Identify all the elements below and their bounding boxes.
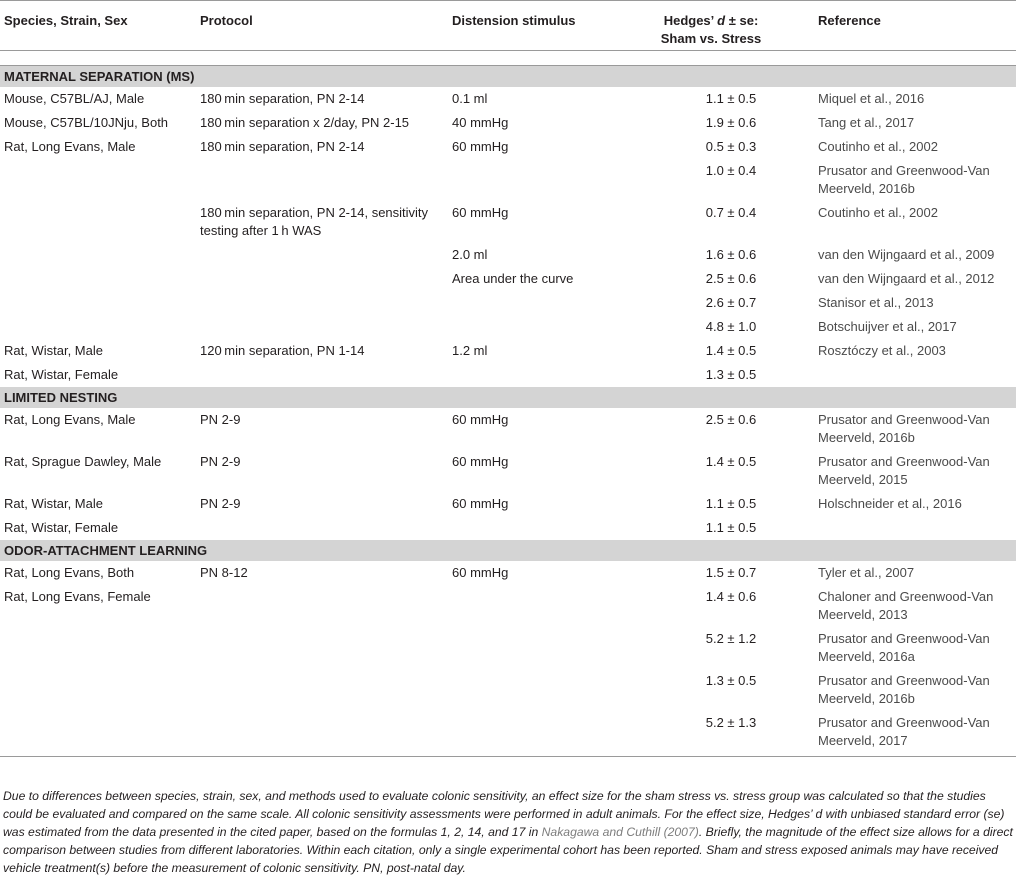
effect-size-cell: 0.5 ± 0.3 bbox=[705, 139, 757, 154]
protocol-cell bbox=[196, 243, 448, 267]
table-row bbox=[0, 267, 1016, 291]
stimulus-cell: 60 mmHg bbox=[452, 454, 509, 469]
species-cell bbox=[0, 159, 196, 201]
table-row bbox=[0, 135, 1016, 159]
effect-size-cell: 1.4 ± 0.6 bbox=[705, 589, 757, 604]
stimulus-cell bbox=[448, 159, 608, 201]
header-reference: Reference bbox=[818, 13, 881, 28]
effect-size-cell: 1.5 ± 0.7 bbox=[705, 565, 757, 580]
header-spacer bbox=[0, 51, 1016, 66]
effect-size-cell: 1.1 ± 0.5 bbox=[705, 91, 757, 106]
header-stimulus: Distension stimulus bbox=[452, 13, 576, 28]
table-row bbox=[0, 561, 1016, 585]
species-cell: Rat, Wistar, Male bbox=[4, 496, 103, 511]
stimulus-cell: 60 mmHg bbox=[452, 205, 509, 220]
species-cell: Rat, Wistar, Male bbox=[4, 343, 103, 358]
protocol-cell: PN 2-9 bbox=[200, 496, 241, 511]
protocol-cell bbox=[196, 291, 448, 315]
effect-size-cell: 1.6 ± 0.6 bbox=[705, 247, 757, 262]
stimulus-cell: Area under the curve bbox=[452, 271, 574, 286]
stimulus-cell bbox=[448, 711, 608, 757]
effect-size-cell: 5.2 ± 1.3 bbox=[705, 715, 757, 730]
species-cell: Mouse, C57BL/AJ, Male bbox=[4, 91, 145, 106]
effect-size-cell: 5.2 ± 1.2 bbox=[705, 631, 757, 646]
table-row bbox=[0, 339, 1016, 363]
species-cell: Rat, Long Evans, Female bbox=[4, 589, 151, 604]
table-row bbox=[0, 315, 1016, 339]
protocol-cell: PN 8-12 bbox=[200, 565, 248, 580]
reference-cell: Tyler et al., 2007 bbox=[818, 565, 915, 580]
table-row bbox=[0, 450, 1016, 492]
stimulus-cell bbox=[448, 669, 608, 711]
protocol-cell: 180 min separation, PN 2-14, sensitivity testing after 1 h WAS bbox=[200, 205, 429, 238]
table-row bbox=[0, 711, 1016, 757]
effect-size-cell: 2.5 ± 0.6 bbox=[705, 271, 757, 286]
header-effect-label: Hedges’ bbox=[663, 13, 718, 28]
stimulus-cell: 60 mmHg bbox=[452, 496, 509, 511]
effect-size-cell: 1.4 ± 0.5 bbox=[705, 343, 757, 358]
species-cell: Rat, Wistar, Female bbox=[4, 367, 119, 382]
header-effect-se: ± se: bbox=[725, 13, 759, 28]
reference-cell: Coutinho et al., 2002 bbox=[818, 139, 938, 154]
reference-cell: Rosztóczy et al., 2003 bbox=[818, 343, 946, 358]
header-effect-size bbox=[608, 1, 814, 51]
species-cell: Rat, Wistar, Female bbox=[4, 520, 119, 535]
reference-cell: Botschuijver et al., 2017 bbox=[818, 319, 957, 334]
header-species: Species, Strain, Sex bbox=[4, 13, 128, 28]
reference-cell: Chaloner and Greenwood-Van Meerveld, 2013 bbox=[818, 589, 994, 622]
stimulus-cell: 40 mmHg bbox=[452, 115, 509, 130]
protocol-cell: 180 min separation, PN 2-14 bbox=[200, 139, 365, 154]
table-row bbox=[0, 627, 1016, 669]
effect-size-cell: 1.1 ± 0.5 bbox=[705, 496, 757, 511]
section-header-row bbox=[0, 540, 1016, 561]
stimulus-cell: 0.1 ml bbox=[452, 91, 488, 106]
reference-cell: Holschneider et al., 2016 bbox=[818, 496, 962, 511]
effect-size-cell: 2.5 ± 0.6 bbox=[705, 412, 757, 427]
table-row bbox=[0, 291, 1016, 315]
header-protocol: Protocol bbox=[200, 13, 253, 28]
footnote-citation-link[interactable]: Nakagawa and Cuthill (2007) bbox=[541, 825, 699, 839]
header-effect-d: d bbox=[717, 13, 726, 28]
table-row bbox=[0, 87, 1016, 111]
header-row bbox=[0, 1, 1016, 51]
protocol-cell bbox=[196, 363, 448, 387]
effect-size-cell: 1.1 ± 0.5 bbox=[705, 520, 757, 535]
protocol-cell: PN 2-9 bbox=[200, 412, 241, 427]
species-cell bbox=[0, 267, 196, 291]
stimulus-cell: 60 mmHg bbox=[452, 139, 509, 154]
effect-size-cell: 1.3 ± 0.5 bbox=[705, 673, 757, 688]
reference-cell: Tang et al., 2017 bbox=[818, 115, 915, 130]
table-row bbox=[0, 492, 1016, 516]
protocol-cell bbox=[196, 516, 448, 540]
table-header bbox=[0, 1, 1016, 66]
table-row bbox=[0, 363, 1016, 387]
stimulus-cell: 60 mmHg bbox=[452, 412, 509, 427]
species-cell: Rat, Long Evans, Both bbox=[4, 565, 135, 580]
table-row bbox=[0, 516, 1016, 540]
protocol-cell: PN 2-9 bbox=[200, 454, 241, 469]
stimulus-cell bbox=[448, 627, 608, 669]
effect-size-cell: 1.9 ± 0.6 bbox=[705, 115, 757, 130]
reference-cell: Prusator and Greenwood-Van Meerveld, 2016b bbox=[818, 412, 990, 445]
stimulus-cell: 1.2 ml bbox=[452, 343, 488, 358]
effect-size-cell: 0.7 ± 0.4 bbox=[705, 205, 757, 220]
stimulus-cell bbox=[448, 363, 608, 387]
reference-cell: van den Wijngaard et al., 2012 bbox=[818, 271, 995, 286]
protocol-cell bbox=[196, 627, 448, 669]
reference-cell: Prusator and Greenwood-Van Meerveld, 2016b bbox=[818, 673, 990, 706]
protocol-cell: 180 min separation x 2/day, PN 2-15 bbox=[200, 115, 410, 130]
species-cell bbox=[0, 669, 196, 711]
effect-size-cell: 1.4 ± 0.5 bbox=[705, 454, 757, 469]
species-cell: Rat, Long Evans, Male bbox=[4, 139, 136, 154]
footnote-text-1: Due to differences between species, strain, sex, and methods used to evaluate colonic sensitivity, an effect size for the sham stress vs. stress group was calculated so that the studies could be evaluated and compared on the same scale. All colonic sensitivity assessments were performed in adult animals. For the effect size, Hedges’ d with unbiased standard error (se) was estimated from the data presented in the cited paper, based on the formulas 1, 2, 14, and 17 in bbox=[3, 789, 1005, 839]
reference-cell: Prusator and Greenwood-Van Meerveld, 2016b bbox=[818, 163, 990, 196]
species-cell bbox=[0, 315, 196, 339]
effect-size-cell: 4.8 ± 1.0 bbox=[705, 319, 757, 334]
stimulus-cell: 60 mmHg bbox=[452, 565, 509, 580]
table-row bbox=[0, 159, 1016, 201]
species-cell bbox=[0, 627, 196, 669]
section-title: ODOR-ATTACHMENT LEARNING bbox=[0, 540, 1016, 561]
stimulus-cell bbox=[448, 516, 608, 540]
table-body bbox=[0, 66, 1016, 757]
protocol-cell bbox=[196, 711, 448, 757]
table-row bbox=[0, 243, 1016, 267]
species-cell bbox=[0, 243, 196, 267]
stimulus-cell bbox=[448, 291, 608, 315]
effect-size-cell: 1.3 ± 0.5 bbox=[705, 367, 757, 382]
protocol-cell: 180 min separation, PN 2-14 bbox=[200, 91, 365, 106]
table-row bbox=[0, 408, 1016, 450]
table-footnote bbox=[3, 787, 1013, 877]
protocol-cell bbox=[196, 315, 448, 339]
reference-cell: Coutinho et al., 2002 bbox=[818, 205, 938, 220]
protocol-cell bbox=[196, 669, 448, 711]
reference-cell: Miquel et al., 2016 bbox=[818, 91, 925, 106]
protocol-cell bbox=[196, 585, 448, 627]
species-cell: Rat, Long Evans, Male bbox=[4, 412, 136, 427]
reference-cell: Prusator and Greenwood-Van Meerveld, 2017 bbox=[818, 715, 990, 748]
table-row bbox=[0, 111, 1016, 135]
reference-cell: van den Wijngaard et al., 2009 bbox=[818, 247, 995, 262]
table-row bbox=[0, 585, 1016, 627]
species-cell bbox=[0, 291, 196, 315]
section-title: MATERNAL SEPARATION (MS) bbox=[0, 66, 1016, 88]
protocol-cell: 120 min separation, PN 1-14 bbox=[200, 343, 365, 358]
stimulus-cell: 2.0 ml bbox=[452, 247, 488, 262]
protocol-cell bbox=[196, 267, 448, 291]
section-header-row bbox=[0, 66, 1016, 88]
section-header-row bbox=[0, 387, 1016, 408]
footnote-text-2: . Briefly, the magnitude of the effect size allows for a direct comparison between studies from different laboratories. Within each citation, only a single experimental cohort has been reported. Sham and stress exposed animals may have received vehicle treatment(s) before the measurement of colonic sensitivity. PN, post-natal day. bbox=[3, 825, 1013, 875]
stimulus-cell bbox=[448, 585, 608, 627]
table-row bbox=[0, 201, 1016, 243]
reference-cell bbox=[814, 516, 1016, 540]
reference-cell: Prusator and Greenwood-Van Meerveld, 2016a bbox=[818, 631, 990, 664]
table-row bbox=[0, 669, 1016, 711]
reference-cell bbox=[814, 363, 1016, 387]
protocol-cell bbox=[196, 159, 448, 201]
reference-cell: Prusator and Greenwood-Van Meerveld, 2015 bbox=[818, 454, 990, 487]
effect-size-cell: 2.6 ± 0.7 bbox=[705, 295, 757, 310]
effect-size-cell: 1.0 ± 0.4 bbox=[705, 163, 757, 178]
header-effect-comparison: Sham vs. Stress bbox=[660, 31, 762, 46]
stimulus-cell bbox=[448, 315, 608, 339]
species-cell: Mouse, C57BL/10JNju, Both bbox=[4, 115, 169, 130]
species-cell bbox=[0, 201, 196, 243]
species-cell: Rat, Sprague Dawley, Male bbox=[4, 454, 162, 469]
section-title: LIMITED NESTING bbox=[0, 387, 1016, 408]
species-cell bbox=[0, 711, 196, 757]
reference-cell: Stanisor et al., 2013 bbox=[818, 295, 934, 310]
